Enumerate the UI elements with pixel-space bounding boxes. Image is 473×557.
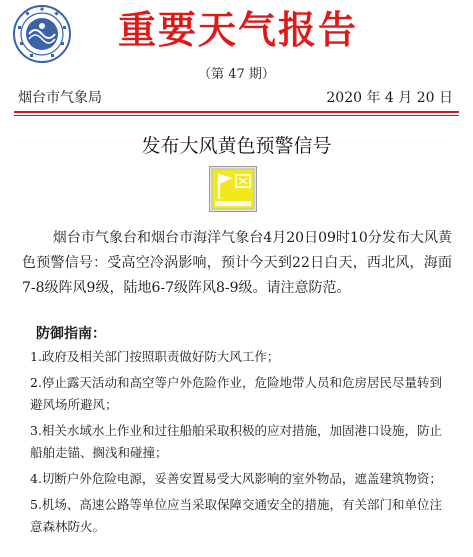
meteorological-seal-icon (12, 4, 72, 64)
header-divider-thin (14, 115, 459, 116)
wind-yellow-warning-icon (209, 166, 257, 212)
guide-item: 2.停止露天活动和高空等户外危险作业，危险地带人员和危房居民尽量转到避风场所避风； (30, 375, 442, 412)
issuing-agency: 烟台市气象局 (18, 90, 102, 106)
issue-number: （第 47 期） (198, 67, 275, 82)
warning-body-text: 烟台市气象台和烟台市海洋气象台4月20日09时10分发布大风黄色预警信号：受高空冷涡影响，预计今天到22日白天，西北风，海面7-8级阵风9级，陆地6-7级阵风8-9级。请注意防范。 (22, 230, 452, 296)
warning-headline: 发布大风黄色预警信号 (141, 135, 332, 157)
guide-item: 3.相关水域水上作业和过往船舶采取积极的应对措施，加固港口设施，防止船舶走锚、搁浅和碰撞； (30, 423, 442, 460)
defense-guide-title: 防御指南： (36, 326, 106, 342)
guide-item: 1.政府及相关部门按照职责做好防大风工作； (30, 349, 280, 364)
defense-guide-list (30, 346, 442, 542)
guide-item: 4.切断户外危险电源，妥善安置易受大风影响的室外物品，遮盖建筑物资； (30, 471, 442, 486)
report-banner-title: 重要天气报告 (118, 8, 359, 52)
issuer-row (18, 88, 453, 108)
header-divider-thick (14, 111, 459, 113)
guide-item: 5.机场、高速公路等单位应当采取保障交通安全的措施，有关部门和单位注意森林防火。 (30, 497, 442, 534)
issue-date: 2020 年 4 月 20 日 (326, 90, 453, 106)
